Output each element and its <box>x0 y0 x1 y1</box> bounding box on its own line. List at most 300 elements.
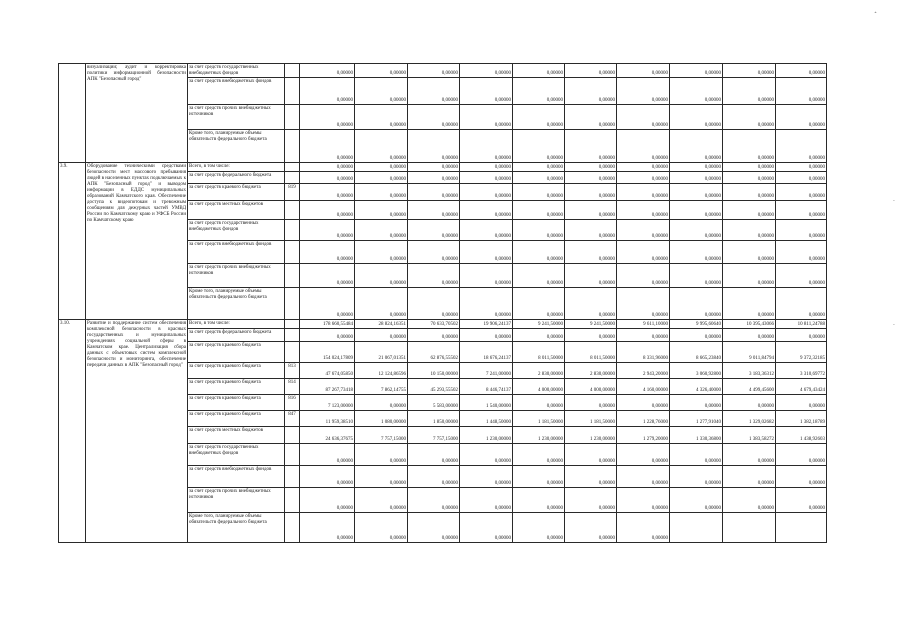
amount-cell: 0,00000 <box>617 444 670 466</box>
table-row <box>59 64 827 78</box>
amount-cell: 9 611,10000 <box>617 320 670 329</box>
table-row <box>59 163 827 172</box>
amount-cell: 0,00000 <box>460 220 513 241</box>
amount-cell: 0,00000 <box>565 163 617 172</box>
amount-cell: 9 995,60640 <box>670 320 723 329</box>
amount-cell: 0,00000 <box>300 78 355 105</box>
amount-cell: 0,00000 <box>513 201 565 220</box>
amount-cell: 0,00000 <box>776 78 827 105</box>
amount-cell: 1 181,50000 <box>565 411 617 427</box>
budget-code <box>285 264 300 288</box>
amount-cell: 0,00000 <box>670 105 723 130</box>
amount-cell: 0,00000 <box>670 395 723 411</box>
amount-cell: 2 943,20000 <box>617 363 670 379</box>
amount-cell: 0,00000 <box>565 329 617 342</box>
amount-cell: 0,00000 <box>408 130 460 163</box>
amount-cell: 4 499,45600 <box>723 379 776 395</box>
amount-cell: 0,00000 <box>513 220 565 241</box>
amount-cell: 0,00000 <box>776 241 827 264</box>
amount-cell <box>670 513 723 543</box>
budget-code <box>285 78 300 105</box>
item-description: Оборудование техническими средствами безопасности мест массового пребывания людей в населенных пунктах подключаемых к АПК "Безопасный город" и выводом информации в ЕДДС муниципальных образований Камчатского края. Обеспечение доступа к видеопотокам и тревожным сообщениям для дежурных частей УМВД России по Камчатскому краю и УФСБ России по Камчатскому краю <box>86 163 188 320</box>
funding-source: Всего, в том числе: <box>188 163 285 172</box>
amount-cell: 0,00000 <box>300 163 355 172</box>
amount-cell: 0,00000 <box>776 184 827 201</box>
amount-cell: 0,00000 <box>670 163 723 172</box>
amount-cell: 0,00000 <box>355 220 408 241</box>
budget-code <box>285 444 300 466</box>
budget-code <box>285 488 300 513</box>
budget-code <box>285 320 300 329</box>
amount-cell: 87 267,73418 <box>300 379 355 395</box>
amount-cell: 2 830,00000 <box>513 363 565 379</box>
amount-cell: 0,00000 <box>565 513 617 543</box>
amount-cell: 0,00000 <box>408 241 460 264</box>
amount-cell: 8 011,50000 <box>565 342 617 363</box>
amount-cell: 47 674,05850 <box>300 363 355 379</box>
amount-cell: 0,00000 <box>723 172 776 184</box>
amount-cell: 0,00000 <box>408 163 460 172</box>
amount-cell: 7 241,00000 <box>460 363 513 379</box>
amount-cell: 0,00000 <box>617 513 670 543</box>
budget-code <box>285 513 300 543</box>
amount-cell: 0,00000 <box>776 105 827 130</box>
budget-code: 819 <box>285 184 300 201</box>
budget-code: 814 <box>285 379 300 395</box>
amount-cell: 1 279,20000 <box>617 427 670 444</box>
amount-cell: 0,00000 <box>617 172 670 184</box>
amount-cell: 0,00000 <box>617 64 670 78</box>
funding-source: за счет средств местных бюджетов <box>188 201 285 220</box>
amount-cell: 0,00000 <box>460 488 513 513</box>
amount-cell: 0,00000 <box>460 329 513 342</box>
amount-cell: 0,00000 <box>300 201 355 220</box>
amount-cell: 0,00000 <box>355 513 408 543</box>
amount-cell: 1 540,00000 <box>460 395 513 411</box>
amount-cell: 8 665,23840 <box>670 342 723 363</box>
amount-cell: 0,00000 <box>513 395 565 411</box>
amount-cell: 0,00000 <box>300 130 355 163</box>
item-description: визуализации; аудит и корректировка политики информационной безопасности АПК "Безопасный город" <box>86 64 188 163</box>
funding-source: за счет средств прочих внебюджетных источников <box>188 105 285 130</box>
amount-cell: 0,00000 <box>355 329 408 342</box>
amount-cell: 5 583,00000 <box>408 395 460 411</box>
amount-cell: 1 228,76000 <box>617 411 670 427</box>
amount-cell: 8 331,96000 <box>617 342 670 363</box>
amount-cell: 0,00000 <box>565 444 617 466</box>
amount-cell: 0,00000 <box>670 466 723 488</box>
amount-cell: 0,00000 <box>513 488 565 513</box>
amount-cell: 0,00000 <box>617 105 670 130</box>
funding-source: за счет средств внебюджетных фондов <box>188 241 285 264</box>
amount-cell: 0,00000 <box>300 64 355 78</box>
budget-code <box>285 288 300 320</box>
amount-cell: 0,00000 <box>408 201 460 220</box>
amount-cell: 0,00000 <box>513 288 565 320</box>
amount-cell: 0,00000 <box>300 241 355 264</box>
amount-cell: 0,00000 <box>408 466 460 488</box>
amount-cell: 0,00000 <box>565 64 617 78</box>
funding-source: Кроме того, планируемые объемы обязательств федерального бюджета <box>188 513 285 543</box>
amount-cell: 0,00000 <box>670 64 723 78</box>
table-row <box>59 320 827 329</box>
amount-cell: 70 633,70502 <box>408 320 460 329</box>
funding-source: за счет средств внебюджетных фондов <box>188 78 285 105</box>
amount-cell: 0,00000 <box>617 184 670 201</box>
amount-cell: 0,00000 <box>355 444 408 466</box>
amount-cell: 0,00000 <box>723 241 776 264</box>
amount-cell: 0,00000 <box>723 264 776 288</box>
amount-cell: 154 024,17809 <box>300 342 355 363</box>
amount-cell: 0,00000 <box>617 395 670 411</box>
amount-cell: 0,00000 <box>776 163 827 172</box>
amount-cell: 10 150,00000 <box>408 363 460 379</box>
amount-cell: 0,00000 <box>355 201 408 220</box>
amount-cell: 0,00000 <box>776 488 827 513</box>
amount-cell: 0,00000 <box>300 466 355 488</box>
amount-cell: 0,00000 <box>565 288 617 320</box>
amount-cell: 10 395,43066 <box>723 320 776 329</box>
amount-cell: 0,00000 <box>460 163 513 172</box>
amount-cell: 0,00000 <box>460 264 513 288</box>
budget-code <box>285 163 300 172</box>
amount-cell <box>723 513 776 543</box>
amount-cell: 0,00000 <box>776 201 827 220</box>
amount-cell: 0,00000 <box>565 105 617 130</box>
amount-cell: 1 330,36800 <box>670 427 723 444</box>
budget-code <box>285 220 300 241</box>
amount-cell: 0,00000 <box>723 163 776 172</box>
amount-cell: 0,00000 <box>355 78 408 105</box>
amount-cell: 4 000,00000 <box>565 379 617 395</box>
amount-cell: 2 830,00000 <box>565 363 617 379</box>
amount-cell: 0,00000 <box>670 130 723 163</box>
budget-code <box>285 342 300 363</box>
amount-cell: 7 123,00000 <box>300 395 355 411</box>
amount-cell: 9 011,84794 <box>723 342 776 363</box>
amount-cell: 0,00000 <box>513 64 565 78</box>
amount-cell: 0,00000 <box>565 466 617 488</box>
item-number <box>59 64 86 163</box>
item-number: 3.9. <box>59 163 86 320</box>
amount-cell: 0,00000 <box>776 130 827 163</box>
amount-cell: 0,00000 <box>670 444 723 466</box>
amount-cell: 0,00000 <box>670 201 723 220</box>
amount-cell: 9 241,50000 <box>565 320 617 329</box>
amount-cell: 62 876,55502 <box>408 342 460 363</box>
page-corner-mark: ˆ <box>874 12 877 19</box>
amount-cell: 0,00000 <box>617 488 670 513</box>
funding-source: за счет средств краевого бюджета <box>188 363 285 379</box>
amount-cell: 0,00000 <box>408 488 460 513</box>
amount-cell: 28 824,16351 <box>355 320 408 329</box>
amount-cell: 0,00000 <box>723 105 776 130</box>
amount-cell: 9 241,50000 <box>513 320 565 329</box>
amount-cell: 0,00000 <box>355 64 408 78</box>
amount-cell: 0,00000 <box>300 444 355 466</box>
amount-cell: 9 372,32185 <box>776 342 827 363</box>
amount-cell: 178 660,55484 <box>300 320 355 329</box>
amount-cell: 0,00000 <box>460 78 513 105</box>
page-edge-dot: · <box>893 198 895 205</box>
amount-cell: 0,00000 <box>565 172 617 184</box>
amount-cell: 1 080,00000 <box>355 411 408 427</box>
funding-source: за счет средств краевого бюджета <box>188 184 285 201</box>
amount-cell: 0,00000 <box>565 395 617 411</box>
funding-source: за счет средств краевого бюджета <box>188 395 285 411</box>
amount-cell: 0,00000 <box>408 329 460 342</box>
amount-cell: 0,00000 <box>513 78 565 105</box>
amount-cell: 0,00000 <box>513 172 565 184</box>
budget-code <box>285 466 300 488</box>
item-number: 3.10. <box>59 320 86 543</box>
budget-code: 816 <box>285 395 300 411</box>
funding-source: Кроме того, планируемые объемы обязательств федерального бюджета <box>188 130 285 163</box>
amount-cell: 0,00000 <box>776 329 827 342</box>
amount-cell: 0,00000 <box>355 264 408 288</box>
amount-cell: 0,00000 <box>617 163 670 172</box>
funding-source: за счет средств федерального бюджета <box>188 329 285 342</box>
amount-cell: 0,00000 <box>776 64 827 78</box>
amount-cell: 0,00000 <box>355 241 408 264</box>
amount-cell: 0,00000 <box>617 288 670 320</box>
amount-cell: 0,00000 <box>460 172 513 184</box>
amount-cell: 3 183,36312 <box>723 363 776 379</box>
amount-cell: 4 326,40000 <box>670 379 723 395</box>
amount-cell: 45 293,55502 <box>408 379 460 395</box>
amount-cell: 24 636,37675 <box>300 427 355 444</box>
amount-cell: 0,00000 <box>513 105 565 130</box>
amount-cell: 0,00000 <box>355 466 408 488</box>
amount-cell: 0,00000 <box>723 201 776 220</box>
amount-cell: 0,00000 <box>723 395 776 411</box>
amount-cell: 0,00000 <box>355 488 408 513</box>
amount-cell: 0,00000 <box>776 264 827 288</box>
amount-cell: 0,00000 <box>513 130 565 163</box>
amount-cell: 0,00000 <box>300 264 355 288</box>
amount-cell: 0,00000 <box>670 329 723 342</box>
amount-cell: 7 757,15000 <box>408 427 460 444</box>
amount-cell: 0,00000 <box>617 466 670 488</box>
funding-source: за счет средств прочих внебюджетных источников <box>188 264 285 288</box>
budget-code <box>285 64 300 78</box>
funding-source: за счет средств федерального бюджета <box>188 172 285 184</box>
amount-cell: 0,00000 <box>408 184 460 201</box>
budget-code <box>285 427 300 444</box>
amount-cell: 0,00000 <box>300 172 355 184</box>
amount-cell: 0,00000 <box>355 184 408 201</box>
amount-cell: 1 383,58272 <box>723 427 776 444</box>
amount-cell: 0,00000 <box>723 488 776 513</box>
funding-source: за счет средств краевого бюджета <box>188 411 285 427</box>
amount-cell: 0,00000 <box>565 130 617 163</box>
funding-source: Кроме того, планируемые объемы обязательств федерального бюджета <box>188 288 285 320</box>
amount-cell: 0,00000 <box>408 220 460 241</box>
funding-source: Всего, в том числе: <box>188 320 285 329</box>
amount-cell: 0,00000 <box>300 184 355 201</box>
amount-cell: 21 067,01351 <box>355 342 408 363</box>
amount-cell: 0,00000 <box>355 395 408 411</box>
amount-cell: 0,00000 <box>460 105 513 130</box>
amount-cell: 4 000,00000 <box>513 379 565 395</box>
amount-cell: 0,00000 <box>300 105 355 130</box>
amount-cell: 0,00000 <box>408 444 460 466</box>
amount-cell: 0,00000 <box>617 201 670 220</box>
budget-table-sheet <box>58 63 827 543</box>
amount-cell: 1 438,92603 <box>776 427 827 444</box>
amount-cell: 0,00000 <box>460 466 513 488</box>
amount-cell: 0,00000 <box>776 395 827 411</box>
budget-code <box>285 241 300 264</box>
amount-cell: 1 448,50000 <box>460 411 513 427</box>
amount-cell: 1 382,18789 <box>776 411 827 427</box>
amount-cell: 0,00000 <box>723 184 776 201</box>
amount-cell: 0,00000 <box>776 466 827 488</box>
amount-cell: 0,00000 <box>355 105 408 130</box>
amount-cell: 0,00000 <box>408 64 460 78</box>
budget-code <box>285 105 300 130</box>
amount-cell: 0,00000 <box>300 329 355 342</box>
amount-cell: 0,00000 <box>670 172 723 184</box>
amount-cell: 0,00000 <box>565 264 617 288</box>
amount-cell: 0,00000 <box>776 220 827 241</box>
amount-cell: 0,00000 <box>355 288 408 320</box>
amount-cell: 0,00000 <box>408 264 460 288</box>
amount-cell: 0,00000 <box>460 184 513 201</box>
amount-cell: 0,00000 <box>513 513 565 543</box>
amount-cell: 0,00000 <box>670 78 723 105</box>
funding-source: за счет средств государственных внебюджетных фондов <box>188 444 285 466</box>
amount-cell: 0,00000 <box>355 172 408 184</box>
amount-cell: 3 060,92800 <box>670 363 723 379</box>
amount-cell: 7 757,15000 <box>355 427 408 444</box>
amount-cell: 11 959,38510 <box>300 411 355 427</box>
amount-cell: 0,00000 <box>408 513 460 543</box>
amount-cell: 0,00000 <box>513 163 565 172</box>
amount-cell: 18 676,24137 <box>460 342 513 363</box>
budget-code <box>285 172 300 184</box>
amount-cell: 0,00000 <box>513 329 565 342</box>
amount-cell: 0,00000 <box>723 220 776 241</box>
amount-cell: 0,00000 <box>565 488 617 513</box>
funding-source: за счет средств краевого бюджета <box>188 379 285 395</box>
amount-cell: 0,00000 <box>617 264 670 288</box>
item-description: Развитие и поддержание систем обеспечения комплексной безопасности в красных государственных и муниципальных учреждениях социальной сферы в Камчатском крае. Централизация сбора данных с объектовых систем комплексной безопасности и мониторинга, обеспечение передачи данных в АПК "Безопасный город" <box>86 320 188 543</box>
table-body <box>59 64 827 543</box>
page-edge-dot: · <box>893 322 895 329</box>
amount-cell <box>776 513 827 543</box>
amount-cell: 0,00000 <box>670 184 723 201</box>
amount-cell: 0,00000 <box>617 78 670 105</box>
amount-cell: 0,00000 <box>723 288 776 320</box>
amount-cell: 8 011,50000 <box>513 342 565 363</box>
amount-cell: 0,00000 <box>776 444 827 466</box>
amount-cell: 0,00000 <box>670 220 723 241</box>
amount-cell: 0,00000 <box>565 184 617 201</box>
amount-cell: 4 679,43424 <box>776 379 827 395</box>
amount-cell: 0,00000 <box>565 241 617 264</box>
funding-source: за счет средств краевого бюджета <box>188 342 285 363</box>
amount-cell: 1 181,50000 <box>513 411 565 427</box>
amount-cell: 0,00000 <box>355 130 408 163</box>
amount-cell: 0,00000 <box>670 488 723 513</box>
amount-cell: 0,00000 <box>460 201 513 220</box>
amount-cell: 0,00000 <box>723 78 776 105</box>
amount-cell: 4 160,00000 <box>617 379 670 395</box>
amount-cell: 1 329,02682 <box>723 411 776 427</box>
amount-cell: 0,00000 <box>460 513 513 543</box>
amount-cell: 0,00000 <box>300 488 355 513</box>
amount-cell: 0,00000 <box>513 466 565 488</box>
amount-cell: 0,00000 <box>408 172 460 184</box>
amount-cell: 0,00000 <box>670 241 723 264</box>
budget-code <box>285 329 300 342</box>
amount-cell: 0,00000 <box>300 288 355 320</box>
funding-source: за счет средств государственных внебюджетных фондов <box>188 64 285 78</box>
amount-cell: 0,00000 <box>355 163 408 172</box>
amount-cell: 19 906,24137 <box>460 320 513 329</box>
funding-source: за счет средств прочих внебюджетных источников <box>188 488 285 513</box>
amount-cell: 0,00000 <box>565 78 617 105</box>
amount-cell: 0,00000 <box>670 288 723 320</box>
budget-table <box>58 63 827 543</box>
amount-cell: 0,00000 <box>565 201 617 220</box>
amount-cell: 0,00000 <box>723 444 776 466</box>
amount-cell: 0,00000 <box>460 444 513 466</box>
amount-cell: 0,00000 <box>776 288 827 320</box>
amount-cell: 3 310,69772 <box>776 363 827 379</box>
amount-cell: 0,00000 <box>617 220 670 241</box>
budget-code <box>285 201 300 220</box>
amount-cell: 7 862,14755 <box>355 379 408 395</box>
amount-cell: 0,00000 <box>670 264 723 288</box>
amount-cell: 0,00000 <box>513 184 565 201</box>
amount-cell: 0,00000 <box>513 444 565 466</box>
amount-cell: 0,00000 <box>300 220 355 241</box>
amount-cell: 0,00000 <box>408 105 460 130</box>
amount-cell: 0,00000 <box>617 329 670 342</box>
amount-cell: 0,00000 <box>513 241 565 264</box>
amount-cell: 0,00000 <box>723 64 776 78</box>
amount-cell: 1 230,00000 <box>460 427 513 444</box>
amount-cell: 10 811,24788 <box>776 320 827 329</box>
amount-cell: 0,00000 <box>460 64 513 78</box>
amount-cell: 0,00000 <box>408 78 460 105</box>
budget-code: 847 <box>285 411 300 427</box>
amount-cell: 1 230,00000 <box>513 427 565 444</box>
amount-cell: 8 446,74137 <box>460 379 513 395</box>
funding-source: за счет средств внебюджетных фондов <box>188 466 285 488</box>
amount-cell: 0,00000 <box>460 130 513 163</box>
amount-cell: 0,00000 <box>300 513 355 543</box>
amount-cell: 0,00000 <box>565 220 617 241</box>
amount-cell: 0,00000 <box>617 130 670 163</box>
amount-cell: 0,00000 <box>776 172 827 184</box>
amount-cell: 0,00000 <box>617 241 670 264</box>
funding-source: за счет средств местных бюджетов <box>188 427 285 444</box>
amount-cell: 1 850,00000 <box>408 411 460 427</box>
amount-cell: 0,00000 <box>460 288 513 320</box>
amount-cell: 12 124,86596 <box>355 363 408 379</box>
amount-cell: 1 277,91040 <box>670 411 723 427</box>
amount-cell: 0,00000 <box>408 288 460 320</box>
amount-cell: 0,00000 <box>513 264 565 288</box>
amount-cell: 0,00000 <box>460 241 513 264</box>
budget-code: 813 <box>285 363 300 379</box>
amount-cell: 0,00000 <box>723 329 776 342</box>
amount-cell: 0,00000 <box>723 466 776 488</box>
budget-code <box>285 130 300 163</box>
